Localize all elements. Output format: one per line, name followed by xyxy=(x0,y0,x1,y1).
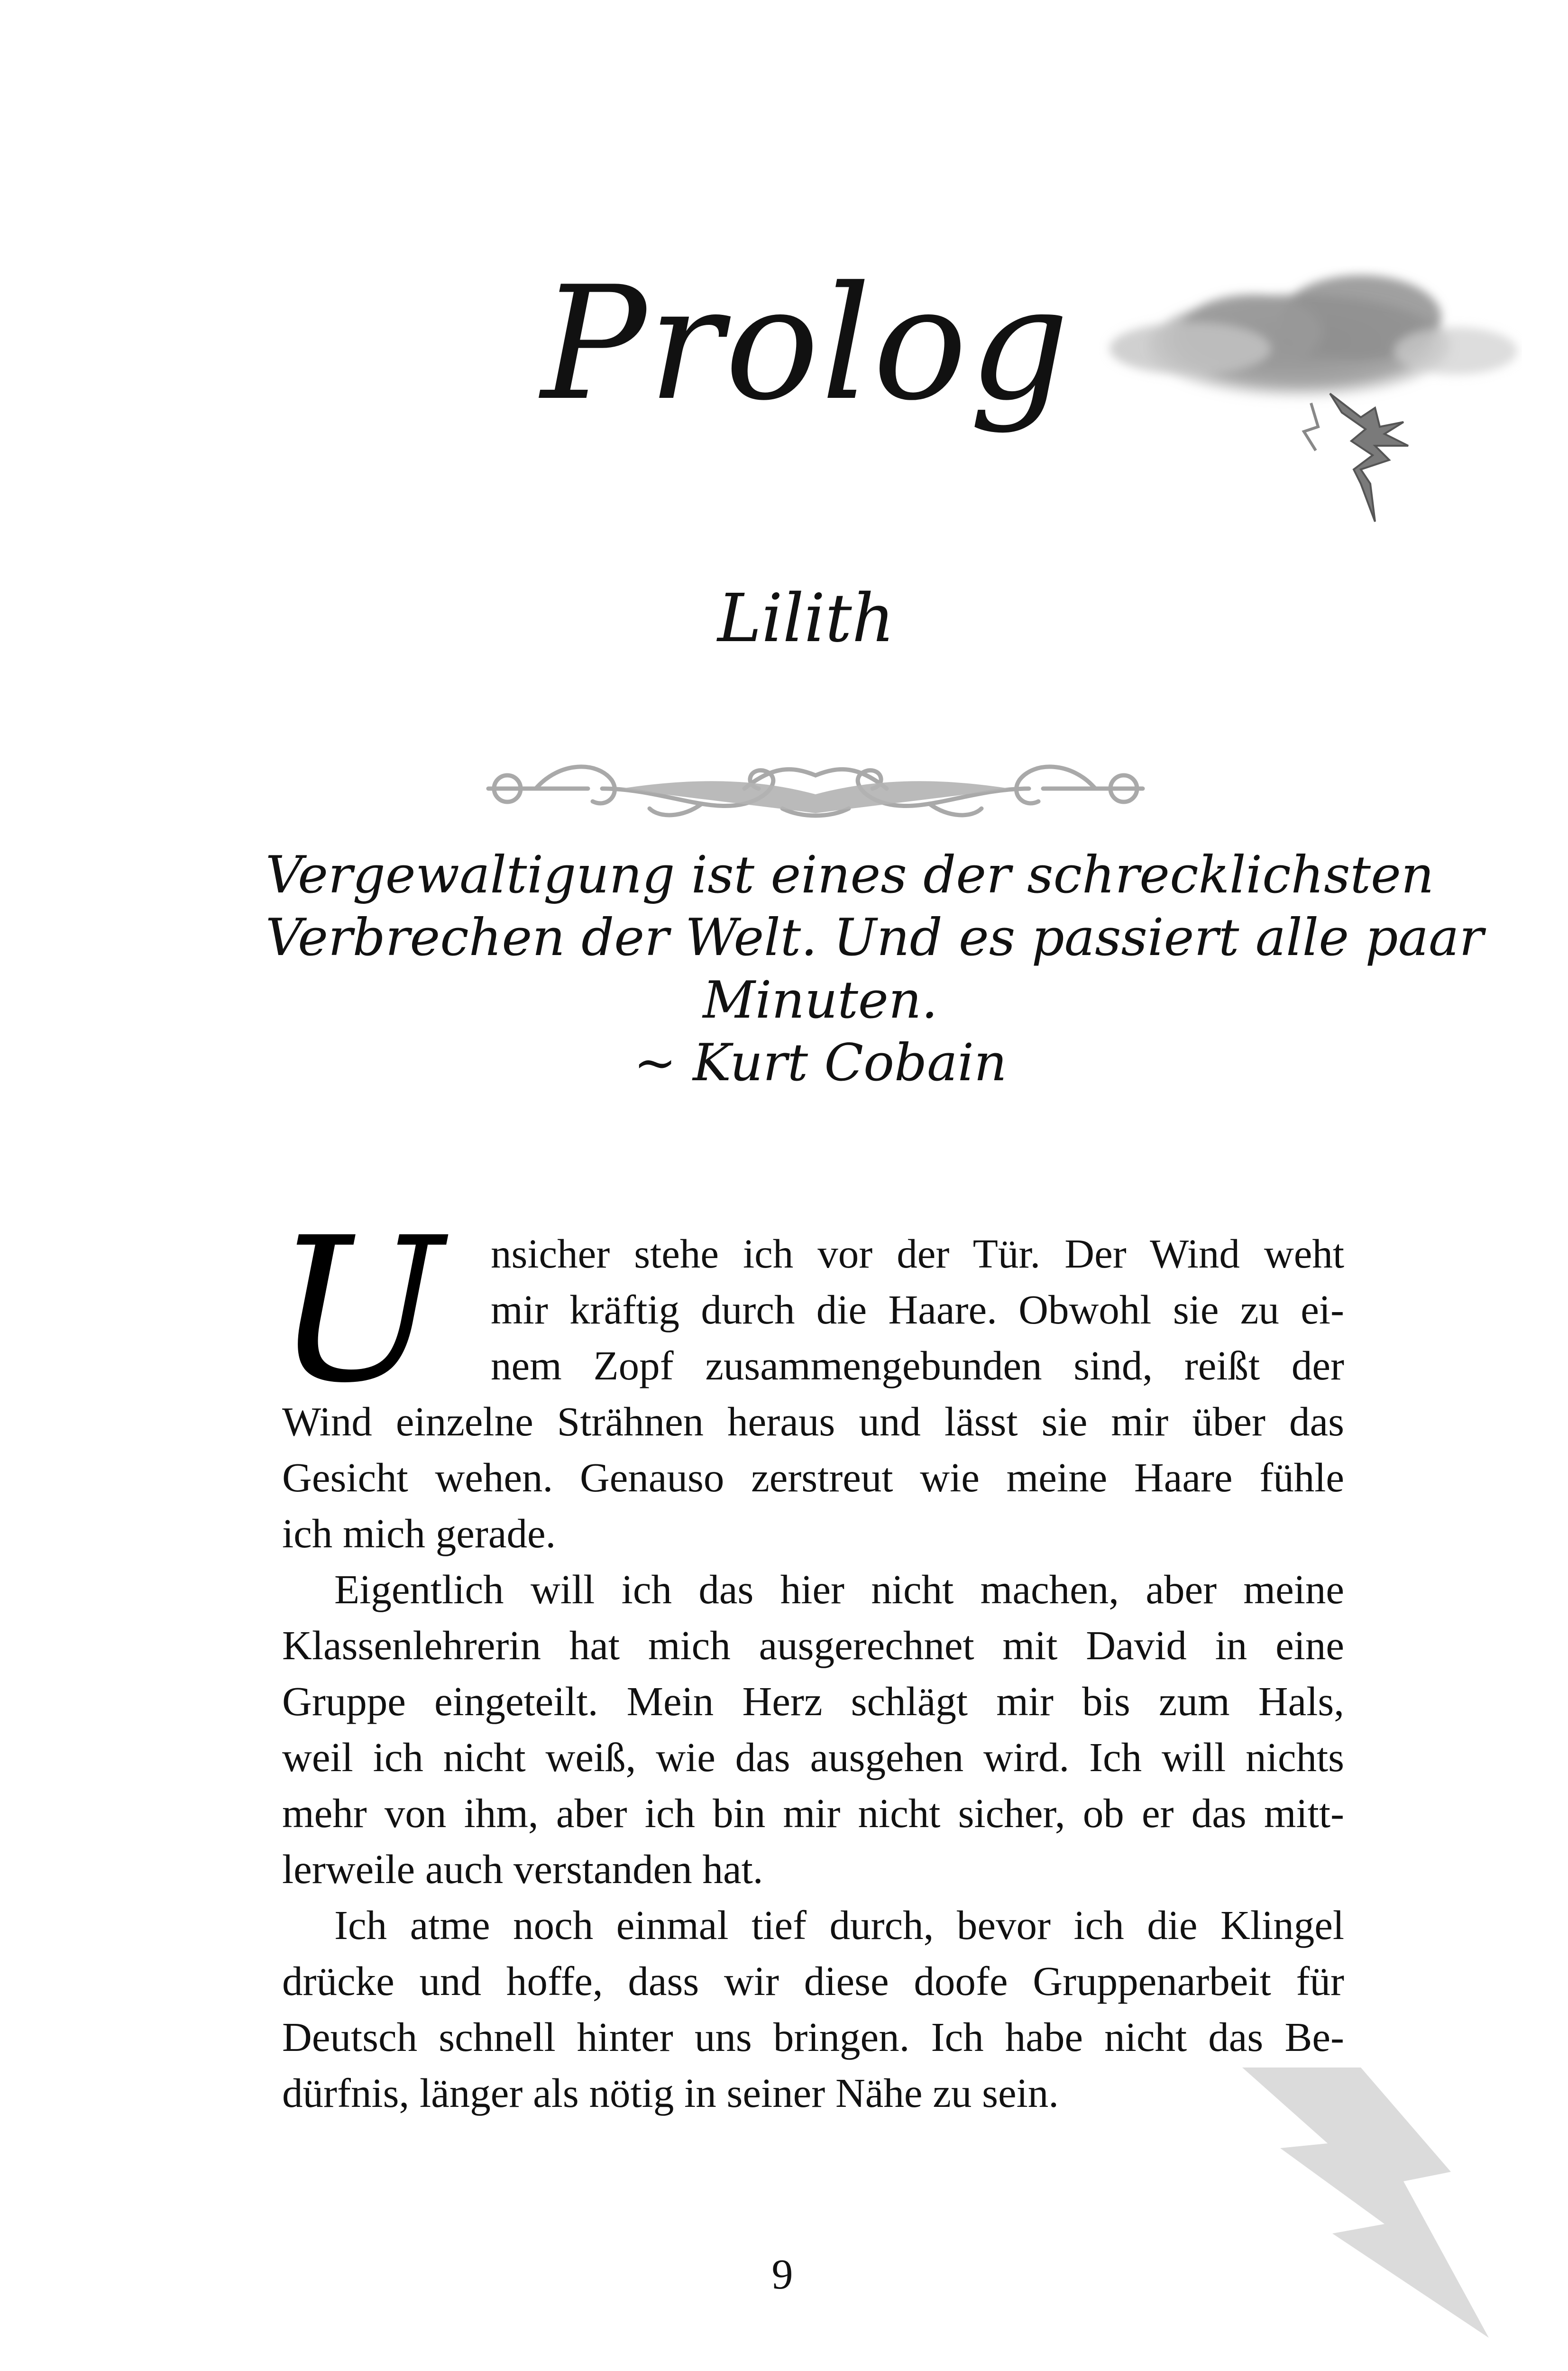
text-line: Ich atme noch einmal tief durch, bevor ich die Klingel xyxy=(334,1902,1344,1948)
lightning-bolt-icon xyxy=(1204,2053,1498,2357)
text-line: Gruppe eingeteilt. Mein Herz schlägt mir bis zum Hals, xyxy=(282,1678,1344,1724)
text-line: nem Zopf zusammengebunden sind, reißt der xyxy=(491,1342,1344,1388)
page-number: 9 xyxy=(771,2251,793,2298)
text-line: mir kräftig durch die Haare. Obwohl sie zu ei- xyxy=(491,1287,1344,1333)
text-line: mehr von ihm, aber ich bin mir nicht sicher, ob er das mitt- xyxy=(282,1790,1344,1836)
text-line: Gesicht wehen. Genauso zerstreut wie meine Haare fühle xyxy=(282,1454,1344,1500)
text-line: dürfnis, länger als nötig in seiner Nähe zu sein. xyxy=(282,2070,1059,2116)
chapter-title: Prolog xyxy=(541,253,1071,435)
epigraph-line: Minuten. xyxy=(703,971,938,1030)
text-line: Deutsch schnell hinter uns bringen. Ich habe nicht das Be- xyxy=(282,2014,1344,2060)
storm-cloud-icon xyxy=(1095,266,1522,531)
text-line: Wind einzelne Strähnen heraus und lässt sie mir über das xyxy=(282,1398,1344,1444)
text-line: ich mich gerade. xyxy=(282,1510,556,1556)
text-line: Klassenlehrerin hat mich ausgerechnet mit David in eine xyxy=(282,1622,1344,1668)
epigraph-line: Vergewaltigung ist eines der schrecklichsten xyxy=(266,845,1434,905)
flourish-divider-icon xyxy=(479,747,1152,830)
epigraph-line: Verbrechen der Welt. Und es passiert alle paar xyxy=(266,908,1484,967)
body-text xyxy=(282,1226,1344,2121)
text-line: lerweile auch verstanden hat. xyxy=(282,1846,763,1892)
text-line: drücke und hoffe, dass wir diese doofe Gruppenarbeit für xyxy=(282,1958,1344,2004)
epigraph-attribution: ~ Kurt Cobain xyxy=(633,1033,1007,1093)
epigraph xyxy=(266,844,1484,1094)
text-line: weil ich nicht weiß, wie das ausgehen wird. Ich will nichts xyxy=(282,1734,1344,1780)
drop-cap: U xyxy=(275,1195,443,1427)
text-line: Eigentlich will ich das hier nicht machen, aber meine xyxy=(334,1566,1344,1612)
chapter-subtitle: Lilith xyxy=(717,580,895,657)
text-line: nsicher stehe ich vor der Tür. Der Wind weht xyxy=(491,1231,1344,1277)
